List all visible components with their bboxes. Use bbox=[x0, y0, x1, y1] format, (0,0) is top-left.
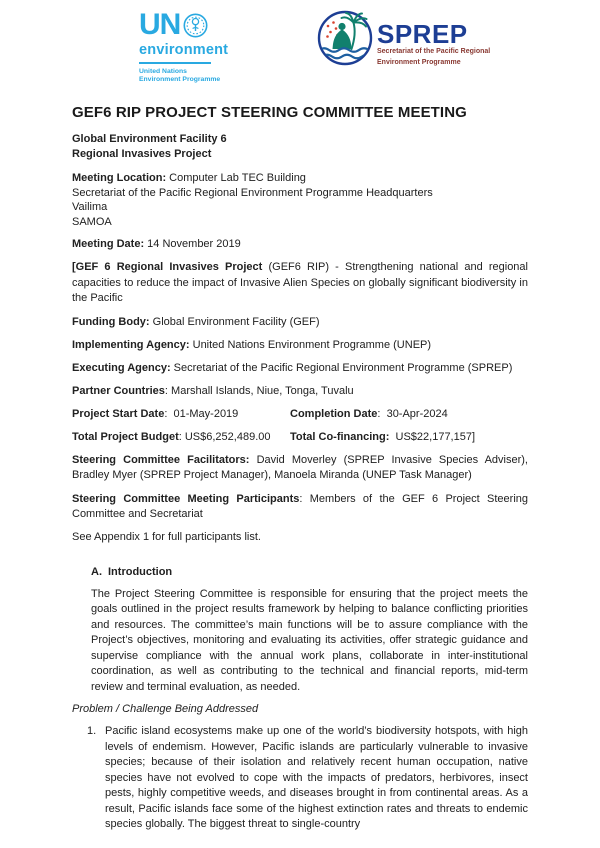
executing-agency-line bbox=[72, 361, 528, 376]
budget-value: : US$6,252,489.00 bbox=[178, 430, 271, 443]
sprep-tagline-line2: Environment Programme bbox=[377, 58, 461, 66]
partner-countries-line bbox=[72, 384, 528, 399]
numbered-list-item bbox=[87, 724, 528, 833]
funding-body-line bbox=[72, 315, 528, 330]
facilitators-paragraph bbox=[72, 453, 528, 484]
un-wordmark: UN bbox=[139, 8, 181, 41]
completion-date-label: Completion Date bbox=[290, 407, 378, 420]
participants-value: : Members of the GEF 6 Project Steering Committee and Secretariat bbox=[72, 492, 528, 520]
section-a-heading bbox=[91, 565, 528, 580]
partner-countries-value: : Marshall Islands, Niue, Tonga, Tuvalu bbox=[164, 384, 354, 397]
total-cofinancing bbox=[290, 430, 475, 445]
budget-row bbox=[72, 430, 528, 445]
appendix-note: See Appendix 1 for full participants list. bbox=[72, 530, 261, 543]
funding-body-label: Funding Body: bbox=[72, 315, 150, 328]
section-a-number: A. bbox=[91, 565, 102, 578]
address-line: SAMOA bbox=[72, 215, 112, 228]
facilitators-label: Steering Committee Facilitators: bbox=[72, 453, 250, 466]
participants-paragraph bbox=[72, 492, 528, 523]
meeting-location-label: Meeting Location: bbox=[72, 172, 167, 184]
executing-agency-value: Secretariat of the Pacific Regional Environment Programme (SPREP) bbox=[170, 361, 513, 374]
project-summary-rest: (GEF6 RIP) - Strengthening national and regional capacities to reduce the impact of Invasive Alien Species on globally significant biodiversity in the Pacific bbox=[72, 261, 528, 304]
start-date-label: Project Start Date bbox=[72, 407, 165, 420]
meeting-location-value: Computer Lab TEC Building bbox=[166, 172, 306, 184]
introduction-paragraph: The Project Steering Committee is responsible for ensuring that the project meets the goals outlined in the project results framework by helping to balance conflicting priorities and resources. The committee’s main functions will be to assure compliance with the Project’s objectives, monitoring and evaluating its activities, offer strategic guidance and supervise compliance with the annual work plans, collaborate in inter-institutional coordination, as well as contributing to the technical and financial reports, mid-term review and terminal evaluation, as needed. bbox=[91, 587, 528, 693]
meeting-location-block bbox=[72, 171, 528, 229]
start-date-value: : 01-May-2019 bbox=[164, 407, 239, 420]
project-summary-paragraph bbox=[72, 260, 528, 307]
list-item-text: Pacific island ecosystems make up one of the world’s biodiversity hotspots, with high levels of endemism. However, Pacific islands are particularly vulnerable to invasive species; because of their isolation and relatively recent human occupation, native species have not evolved to cope with the impacts of predators, herbivores, insect pests, highly competitive weeds, and diseases brought in from continental areas. As a result, Pacific islands face some of the highest extinction rates and threats to endemic species globally. The biggest threat to single-country bbox=[105, 725, 528, 830]
total-project-budget bbox=[72, 430, 290, 445]
project-dates-row bbox=[72, 407, 528, 422]
meeting-date-value: 14 November 2019 bbox=[144, 238, 241, 250]
implementing-agency-value: United Nations Environment Programme (UNEP) bbox=[189, 338, 432, 351]
environment-wordmark: environment bbox=[139, 42, 229, 58]
address-line: Secretariat of the Pacific Regional Environment Programme Headquarters bbox=[72, 186, 433, 199]
section-a bbox=[72, 565, 528, 833]
list-item-number: 1. bbox=[87, 725, 97, 737]
participants-label: Steering Committee Meeting Participants bbox=[72, 492, 300, 505]
implementing-agency-label: Implementing Agency: bbox=[72, 338, 190, 351]
implementing-agency-line bbox=[72, 338, 528, 353]
cofinancing-label: Total Co-financing: bbox=[290, 430, 390, 443]
address-line: Vailima bbox=[72, 201, 108, 213]
completion-date bbox=[290, 407, 448, 422]
program-name bbox=[72, 132, 528, 162]
unep-tagline-line2: Environment Programme bbox=[139, 75, 221, 83]
section-a-title: Introduction bbox=[108, 565, 173, 578]
meeting-date-label: Meeting Date: bbox=[72, 238, 145, 250]
project-start-date bbox=[72, 407, 290, 422]
sprep-tagline-line1: Secretariat of the Pacific Regional bbox=[377, 48, 491, 55]
partner-countries-label: Partner Countries bbox=[72, 384, 165, 397]
unep-tagline-line1: United Nations bbox=[139, 68, 187, 75]
budget-label: Total Project Budget bbox=[72, 430, 179, 443]
program-name-line1: Global Environment Facility 6 bbox=[72, 133, 227, 145]
sprep-wordmark: SPREP bbox=[377, 19, 468, 49]
page-title: GEF6 RIP PROJECT STEERING COMMITTEE MEETING bbox=[72, 104, 467, 121]
cofinancing-value: US$22,177,157] bbox=[389, 430, 476, 443]
project-summary-bold: [GEF 6 Regional Invasives Project bbox=[72, 261, 263, 273]
executing-agency-label: Executing Agency: bbox=[72, 361, 171, 374]
facilitators-value: David Moverley (SPREP Invasive Species Adviser), Bradley Myer (SPREP Project Manager), Manoela Miranda (UNEP Task Manager) bbox=[72, 453, 528, 481]
funding-body-value: Global Environment Facility (GEF) bbox=[149, 315, 320, 328]
meeting-date-line bbox=[72, 237, 528, 252]
program-name-line2: Regional Invasives Project bbox=[72, 148, 212, 160]
completion-date-value: : 30-Apr-2024 bbox=[377, 407, 448, 420]
meeting-location-line bbox=[72, 171, 528, 186]
problem-subheading: Problem / Challenge Being Addressed bbox=[72, 703, 259, 715]
